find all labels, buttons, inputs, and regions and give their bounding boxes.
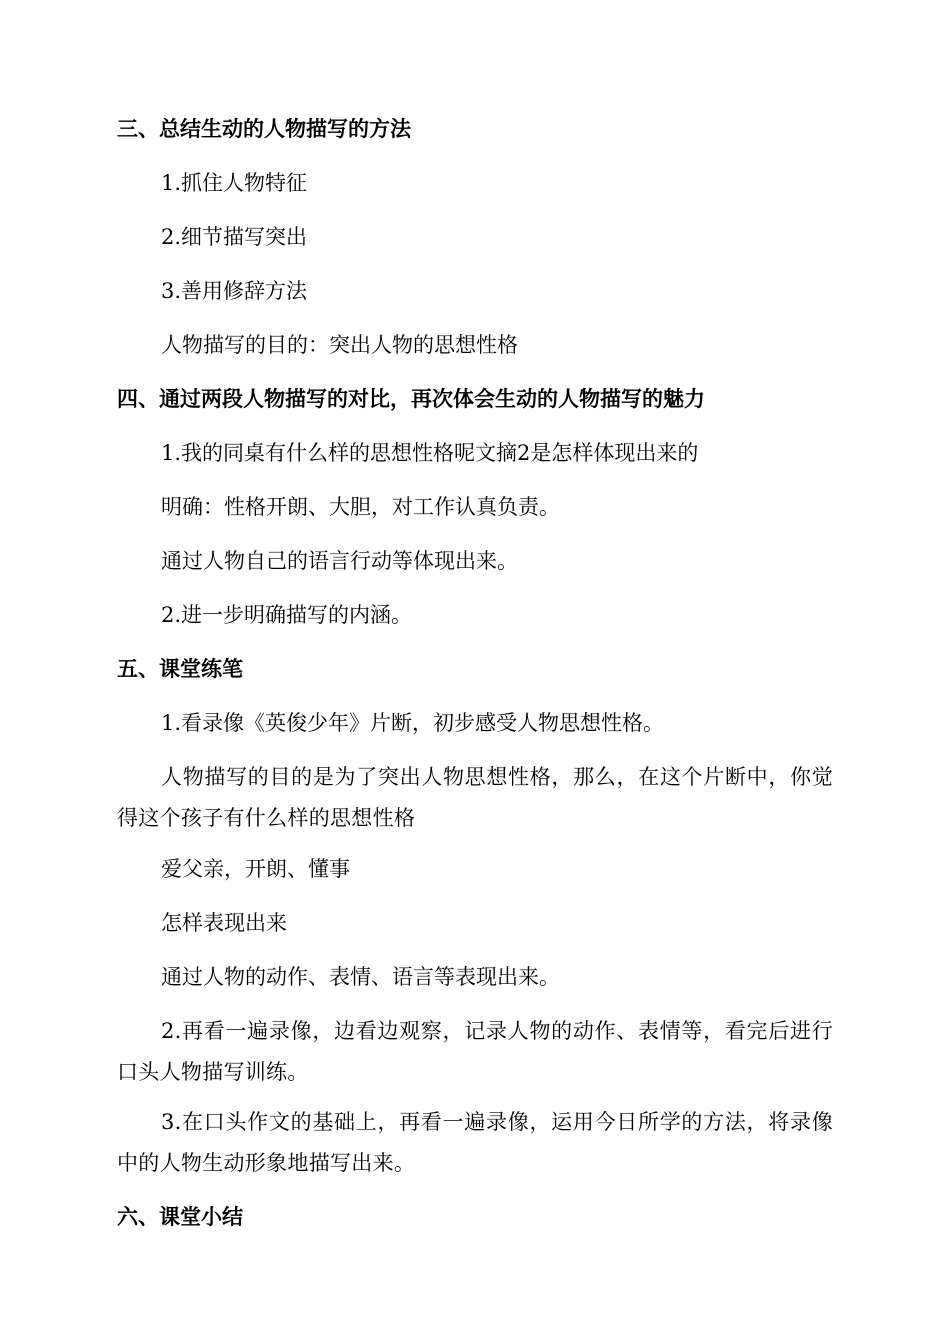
section-4-question-2: 2.进一步明确描写的内涵。 (161, 603, 413, 627)
section-5-heading: 五、课堂练笔 (117, 657, 243, 681)
section-5-paragraph-step-2: 2.再看一遍录像，边看边观察，记录人物的动作、表情等，看完后进行口头人物描写训练。 (117, 1019, 833, 1084)
section-5-how: 怎样表现出来 (161, 911, 287, 935)
section-4-question-1: 1.我的同桌有什么样的思想性格呢文摘2是怎样体现出来的 (161, 441, 699, 465)
section-5-traits: 爱父亲，开朗、懂事 (161, 857, 350, 881)
section-3-purpose: 人物描写的目的：突出人物的思想性格 (161, 333, 518, 357)
section-5-paragraph-step-3: 3.在口头作文的基础上，再看一遍录像，运用今日所学的方法，将录像中的人物生动形象地描写出来。 (117, 1110, 833, 1175)
section-4-via: 通过人物自己的语言行动等体现出来。 (161, 549, 518, 573)
section-3-heading: 三、总结生动的人物描写的方法 (117, 117, 411, 141)
section-5-via: 通过人物的动作、表情、语言等表现出来。 (161, 965, 560, 989)
section-6-heading: 六、课堂小结 (117, 1205, 243, 1229)
section-5-paragraph-purpose: 人物描写的目的是为了突出人物思想性格，那么，在这个片断中，你觉得这个孩子有什么样的思想性格 (117, 765, 833, 830)
section-3-item-1: 1.抓住人物特征 (161, 171, 308, 195)
section-5-point-1: 1.看录像《英俊少年》片断，初步感受人物思想性格。 (161, 711, 665, 735)
section-3-item-3: 3.善用修辞方法 (161, 279, 308, 303)
section-4-heading: 四、通过两段人物描写的对比，再次体会生动的人物描写的魅力 (117, 387, 705, 411)
section-3-item-2: 2.细节描写突出 (161, 225, 308, 249)
section-4-answer: 明确：性格开朗、大胆，对工作认真负责。 (161, 495, 560, 519)
